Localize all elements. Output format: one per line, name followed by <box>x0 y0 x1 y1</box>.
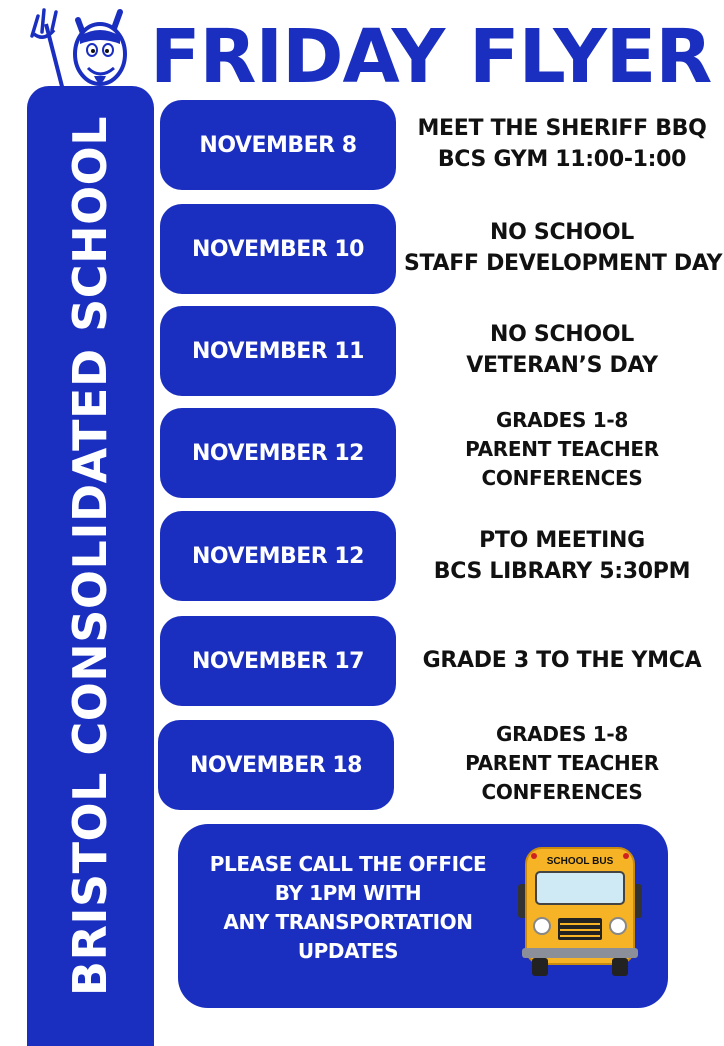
event-description <box>404 312 720 388</box>
event-line: CONFERENCES <box>481 779 643 804</box>
bus-label: SCHOOL BUS <box>546 856 614 867</box>
event-date: NOVEMBER 11 <box>160 306 396 396</box>
event-line: MEET THE SHERIFF BBQ <box>417 116 707 141</box>
school-name: BRISTOL CONSOLIDATED SCHOOL <box>63 115 117 997</box>
event-line: BCS GYM 11:00-1:00 <box>437 147 687 172</box>
event-date: NOVEMBER 18 <box>158 720 394 810</box>
event-description <box>404 622 720 698</box>
notice-line: BY 1PM WITH <box>274 881 422 905</box>
notice-line: PLEASE CALL THE OFFICE <box>209 852 487 876</box>
notice-line: ANY TRANSPORTATION <box>223 910 473 934</box>
page-title: FRIDAY FLYER <box>150 14 712 100</box>
event-line: STAFF DEVELOPMENT DAY <box>404 251 723 276</box>
event-line: GRADE 3 TO THE YMCA <box>422 647 702 673</box>
event-line: PTO MEETING <box>479 528 645 553</box>
event-description <box>404 404 720 494</box>
event-line: GRADES 1-8 <box>495 407 629 432</box>
event-date: NOVEMBER 12 <box>160 511 396 601</box>
event-line: PARENT TEACHER <box>465 436 659 461</box>
event-line: VETERAN’S DAY <box>466 353 658 378</box>
event-description <box>404 210 723 286</box>
event-date: NOVEMBER 8 <box>160 100 396 190</box>
event-description <box>404 106 720 182</box>
school-bus-icon <box>518 844 642 980</box>
event-description <box>404 718 720 808</box>
event-line: NO SCHOOL <box>490 322 634 347</box>
event-date: NOVEMBER 12 <box>160 408 396 498</box>
notice-text <box>198 850 498 966</box>
event-line: BCS LIBRARY 5:30PM <box>433 559 691 584</box>
event-description <box>404 518 720 594</box>
event-line: NO SCHOOL <box>490 220 634 245</box>
event-line: CONFERENCES <box>481 465 643 490</box>
event-line: PARENT TEACHER <box>465 750 659 775</box>
event-date: NOVEMBER 10 <box>160 204 396 294</box>
notice-line: UPDATES <box>297 939 399 963</box>
event-date: NOVEMBER 17 <box>160 616 396 706</box>
transportation-notice <box>178 824 668 1008</box>
event-line: GRADES 1-8 <box>495 721 629 746</box>
